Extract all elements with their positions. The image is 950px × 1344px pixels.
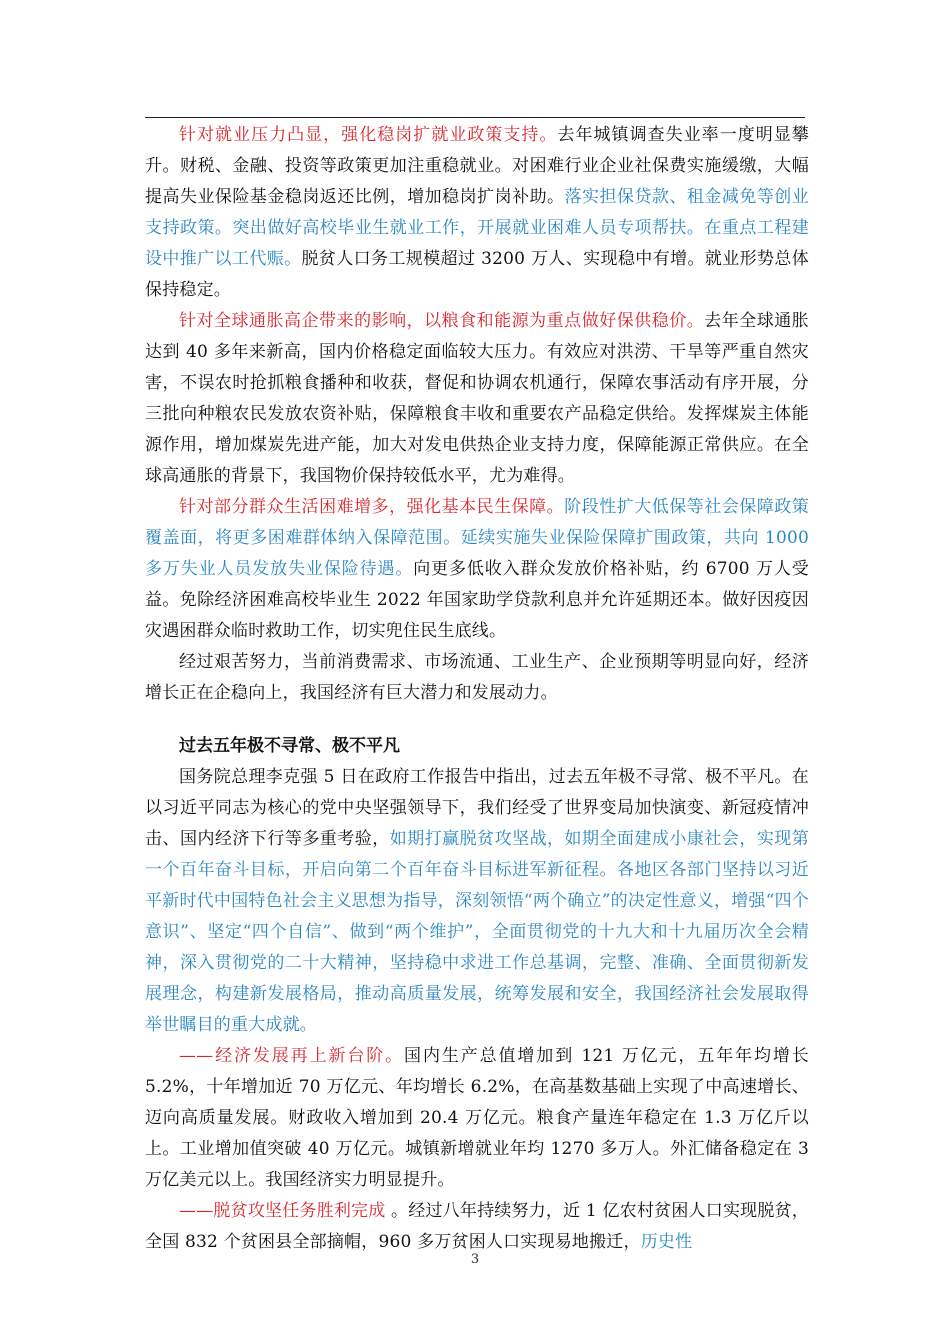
document-body [145, 120, 809, 1258]
paragraph-livelihood [145, 492, 809, 647]
paragraph-inflation-lead: 针对全球通胀高企带来的影响，以粮食和能源为重点做好保供稳价。 [179, 311, 705, 331]
paragraph-five-years-text: 国务院总理李克强 5 日在政府工作报告中指出，过去五年极不寻常、极不平凡。在以习近平同志为核心的党中央坚强领导下，我们经受了世界变局加快演变、新冠疫情冲击、国内经济下行等多重考验， [145, 767, 809, 849]
section-title: 过去五年极不寻常、极不平凡 [179, 736, 400, 756]
header-rule [145, 117, 805, 118]
paragraph-conclusion-text: 经过艰苦努力，当前消费需求、市场流通、工业生产、企业预期等明显向好，经济增长正在企稳向上，我国经济有巨大潜力和发展动力。 [145, 652, 809, 703]
paragraph-poverty [145, 1196, 809, 1258]
paragraph-conclusion [145, 647, 809, 709]
paragraph-economy-lead: ——经济发展再上新台阶。 [179, 1046, 405, 1066]
page-number: 3 [470, 1252, 480, 1267]
paragraph-livelihood-text: 向更多低收入群众发放价格补贴，约 6700 万人受益。免除经济困难高校毕业生 2022 年国家助学贷款利息并允许延期还本。做好因疫因灾遇困群众临时救助工作，切实兜住民生底线。 [145, 559, 810, 641]
paragraph-poverty-highlight: 历史性 [640, 1232, 693, 1252]
section-gap [145, 709, 809, 731]
paragraph-livelihood-lead: 针对部分群众生活困难增多，强化基本民生保障。 [179, 497, 565, 517]
paragraph-economy-text: 国内生产总值增加到 121 万亿元，五年年均增长 5.2%，十年增加近 70 万亿元、年均增长 6.2%，在高基数基础上实现了中高速增长、迈向高质量发展。财政收入增加到 20.4 万亿元。粮食产量连年稳定在 1.3 万亿斤以上。工业增加值突破 40 万亿元。城镇新增就业年均 1270 多万人。外汇储备稳定在 3 万亿美元以上。我国经济实力明显提升。 [145, 1046, 809, 1190]
paragraph-five-years-highlight: 如期打赢脱贫攻坚战，如期全面建成小康社会，实现第一个百年奋斗目标，开启向第二个百年奋斗目标进军新征程。各地区各部门坚持以习近平新时代中国特色社会主义思想为指导，深刻领悟“两个确立”的决定性意义，增强“四个意识”、坚定“四个自信”、做到“两个维护”，全面贯彻党的十九大和十九届历次全会精神，深入贯彻党的二十大精神，坚持稳中求进工作总基调，完整、准确、全面贯彻新发展理念，构建新发展格局，推动高质量发展，统筹发展和安全，我国经济社会发展取得举世瞩目的重大成就。 [145, 829, 809, 1035]
paragraph-employment [145, 120, 809, 306]
paragraph-poverty-lead: ——脱贫攻坚任务胜利完成 [179, 1201, 386, 1221]
paragraph-employment-text-2: 脱贫人口务工规模超过 3200 万人、实现稳中有增。就业形势总体保持稳定。 [145, 249, 809, 300]
paragraph-employment-text-1: 去年城镇调查失业率一度明显攀升。财税、金融、投资等政策更加注重稳就业。对困难行业企业社保费实施缓缴，大幅提高失业保险基金稳岗返还比例，增加稳岗扩岗补助。 [145, 125, 809, 207]
paragraph-poverty-text: 。经过八年持续努力，近 1 亿农村贫困人口实现脱贫，全国 832 个贫困县全部摘帽，960 多万贫困人口实现易地搬迁， [145, 1201, 809, 1252]
paragraph-inflation-text: 去年全球通胀达到 40 多年来新高，国内价格稳定面临较大压力。有效应对洪涝、干旱等严重自然灾害，不误农时抢抓粮食播种和收获，督促和协调农机通行，保障农事活动有序开展，分三批向种粮农民发放农资补贴，保障粮食丰收和重要农产品稳定供给。发挥煤炭主体能源作用，增加煤炭先进产能，加大对发电供热企业支持力度，保障能源正常供应。在全球高通胀的背景下，我国物价保持较低水平，尤为难得。 [145, 311, 810, 486]
paragraph-employment-highlight: 落实担保贷款、租金减免等创业支持政策。突出做好高校毕业生就业工作，开展就业困难人员专项帮扶。在重点工程建设中推广以工代赈。 [145, 187, 809, 269]
paragraph-economy [145, 1041, 809, 1196]
paragraph-inflation [145, 306, 809, 492]
paragraph-livelihood-highlight: 阶段性扩大低保等社会保障政策覆盖面，将更多困难群体纳入保障范围。延续实施失业保险保障扩围政策，共向 1000 多万失业人员发放失业保险待遇。 [145, 497, 809, 579]
paragraph-employment-lead: 针对就业压力凸显，强化稳岗扩就业政策支持。 [179, 125, 558, 145]
paragraph-five-years [145, 762, 809, 1041]
